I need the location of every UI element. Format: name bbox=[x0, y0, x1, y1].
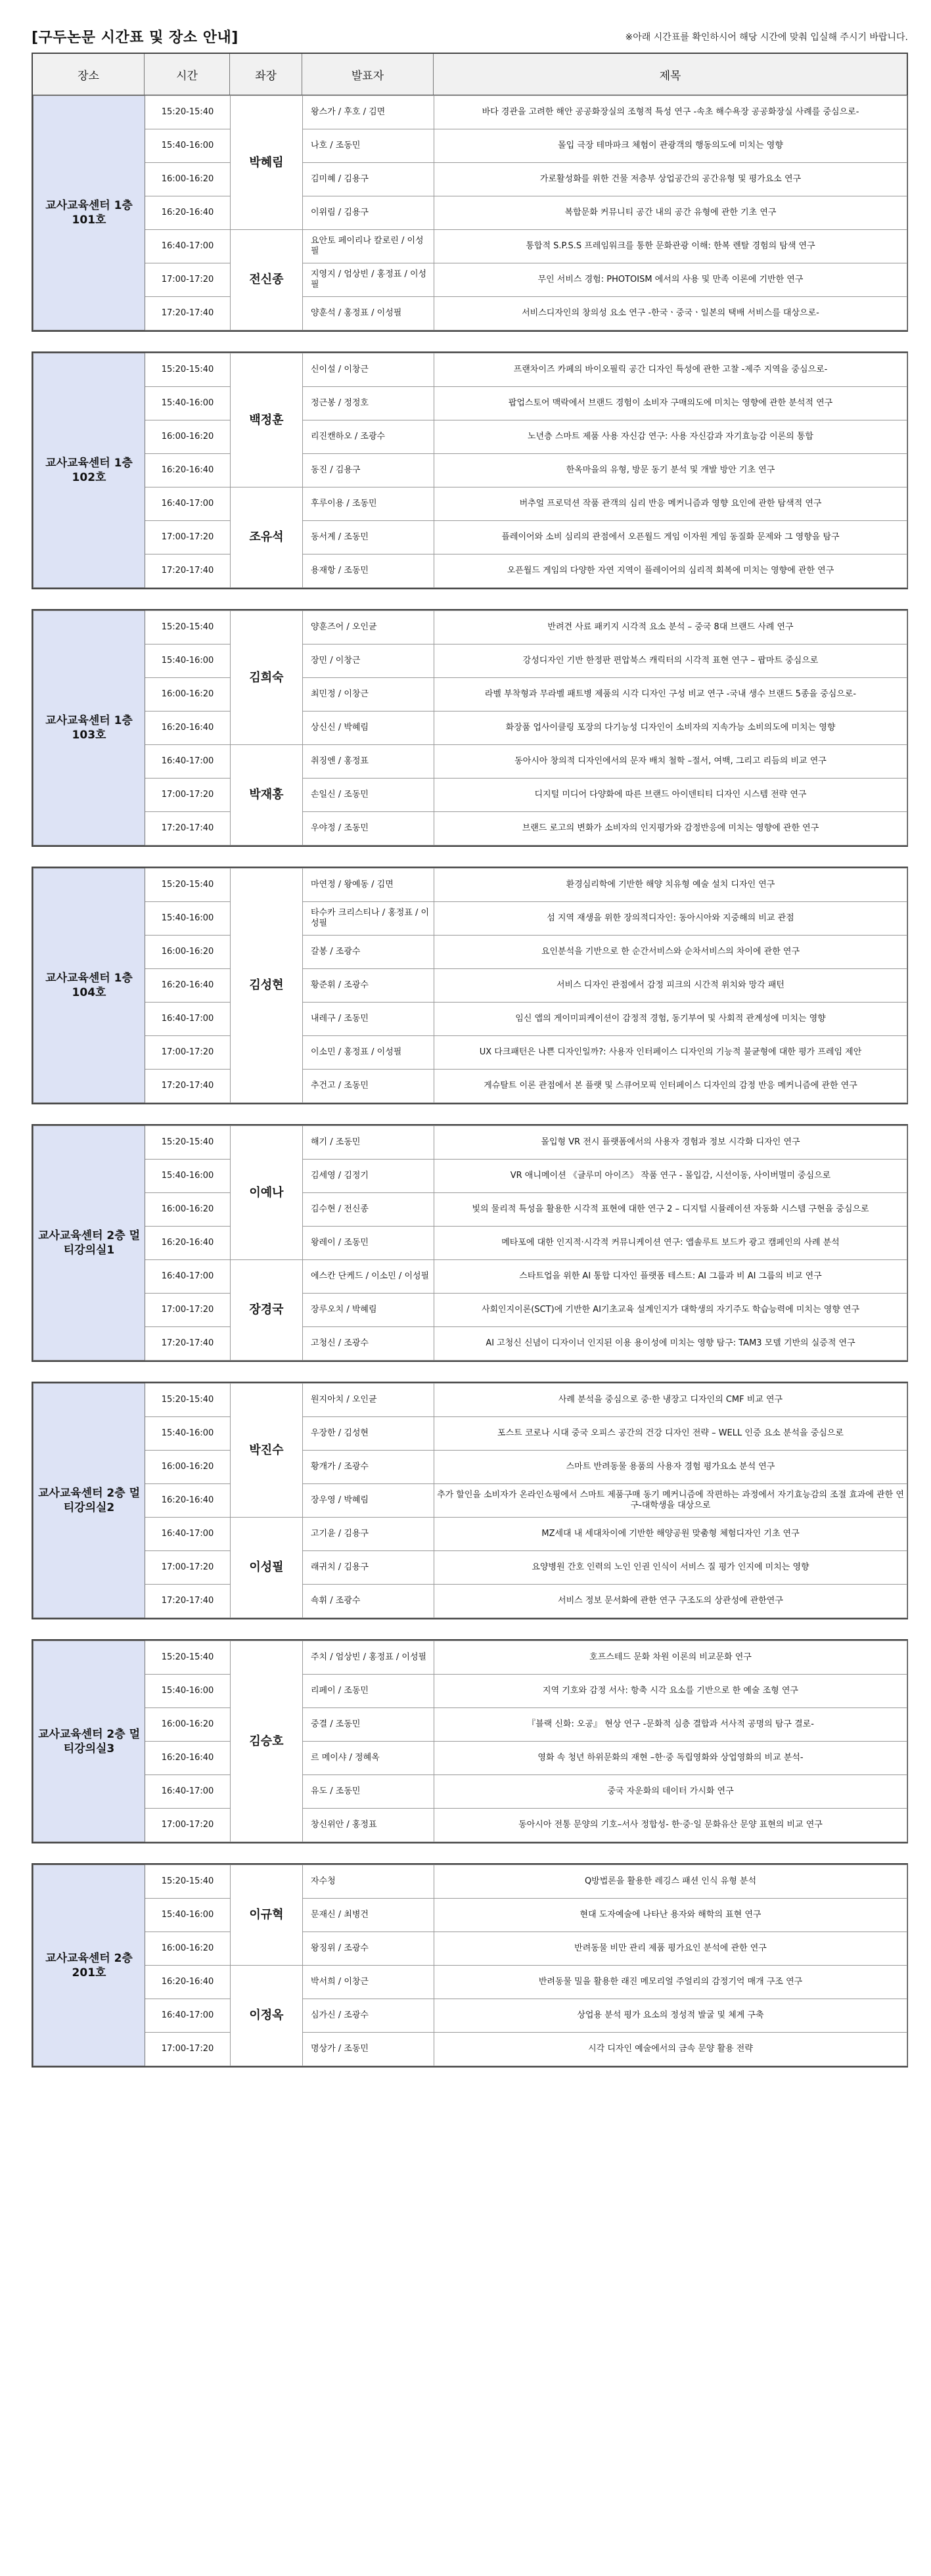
presenter-cell: 동서계 / 조동민 bbox=[303, 521, 434, 554]
time-cell: 16:20-16:40 bbox=[145, 196, 231, 230]
time-cell: 16:40-17:00 bbox=[145, 745, 231, 779]
time-cell: 16:00-16:20 bbox=[145, 936, 231, 969]
column-header-time: 시간 bbox=[145, 54, 230, 95]
time-cell: 15:20-15:40 bbox=[145, 1865, 231, 1899]
presenter-cell: 문재신 / 최병건 bbox=[303, 1899, 434, 1932]
presenter-cell: 김세영 / 김정기 bbox=[303, 1160, 434, 1193]
table-row bbox=[34, 297, 907, 330]
table-row bbox=[34, 1126, 907, 1160]
time-cell: 16:00-16:20 bbox=[145, 1932, 231, 1966]
paper-title-cell: 동아시아 전통 문양의 기호–서사 정합성- 한·중·일 문화유산 문양 표현의 비교 연구 bbox=[434, 1809, 907, 1842]
schedule-block bbox=[32, 609, 908, 847]
paper-title-cell: 사례 분석을 중심으로 중·한 냉장고 디자인의 CMF 비교 연구 bbox=[434, 1384, 907, 1417]
chair-cell: 이정옥 bbox=[231, 1966, 303, 2066]
time-cell: 17:00-17:20 bbox=[145, 1294, 231, 1327]
table-row bbox=[34, 1742, 907, 1775]
paper-title-cell: 서비스 정보 문서화에 관한 연구 구조도의 상관성에 관한연구 bbox=[434, 1585, 907, 1618]
presenter-cell: 왕스가 / 후호 / 김면 bbox=[303, 96, 434, 129]
paper-title-cell: 시각 디자인 예술에서의 금속 문양 활용 전략 bbox=[434, 2033, 907, 2066]
paper-title-cell: 빛의 물리적 특성을 활용한 시각적 표현에 대한 연구 2 – 디지털 시뮬레이션 자동화 시스템 구현을 중심으로 bbox=[434, 1193, 907, 1227]
paper-title-cell: 무인 서비스 경험: PHOTOISM 에서의 사용 및 만족 이론에 기반한 연구 bbox=[434, 263, 907, 297]
time-cell: 15:40-16:00 bbox=[145, 1160, 231, 1193]
presenter-cell: 우야정 / 조동민 bbox=[303, 812, 434, 846]
table-row bbox=[34, 1675, 907, 1708]
presenter-cell: 왕레이 / 조동민 bbox=[303, 1227, 434, 1260]
chair-cell: 이규혁 bbox=[231, 1865, 303, 1966]
paper-title-cell: 화장품 업사이클링 포장의 다기능성 디자인이 소비자의 지속가능 소비의도에 미치는 영향 bbox=[434, 712, 907, 745]
table-row bbox=[34, 1708, 907, 1742]
presenter-cell: 추건고 / 조동민 bbox=[303, 1070, 434, 1103]
paper-title-cell: 통합적 S.P.S.S 프레임워크를 통한 문화관광 이해: 한복 렌탈 경험의 탐색 연구 bbox=[434, 230, 907, 263]
schedule-table bbox=[33, 95, 907, 330]
table-row bbox=[34, 554, 907, 588]
time-cell: 17:00-17:20 bbox=[145, 263, 231, 297]
table-row bbox=[34, 1160, 907, 1193]
column-header-room: 장소 bbox=[33, 54, 145, 95]
time-cell: 15:20-15:40 bbox=[145, 353, 231, 387]
presenter-cell: 르 메이샤 / 정혜옥 bbox=[303, 1742, 434, 1775]
table-row bbox=[34, 1966, 907, 1999]
time-cell: 16:40-17:00 bbox=[145, 1999, 231, 2033]
time-cell: 15:40-16:00 bbox=[145, 644, 231, 678]
table-row bbox=[34, 1260, 907, 1294]
time-cell: 16:00-16:20 bbox=[145, 163, 231, 196]
table-row bbox=[34, 1899, 907, 1932]
presenter-cell: 중결 / 조동민 bbox=[303, 1708, 434, 1742]
paper-title-cell: 노년층 스마트 제품 사용 자신감 연구: 사용 자신감과 자기효능감 이론의 통합 bbox=[434, 420, 907, 454]
presenter-cell: 양훈석 / 홍정표 / 이성필 bbox=[303, 297, 434, 330]
table-row bbox=[34, 1070, 907, 1103]
presenter-cell: 신이설 / 이창근 bbox=[303, 353, 434, 387]
time-cell: 17:20-17:40 bbox=[145, 1070, 231, 1103]
time-cell: 17:20-17:40 bbox=[145, 1585, 231, 1618]
paper-title-cell: 한옥마을의 유형, 방문 동기 분석 및 개발 방안 기초 연구 bbox=[434, 454, 907, 487]
chair-cell: 박혜림 bbox=[231, 96, 303, 230]
paper-title-cell: 스마트 반려동물 용품의 사용자 경험 평가요소 분석 연구 bbox=[434, 1451, 907, 1484]
time-cell: 17:00-17:20 bbox=[145, 1036, 231, 1070]
paper-title-cell: 버추얼 프로덕션 작품 관객의 심리 반응 메커니즘과 영향 요인에 관한 탐색적 연구 bbox=[434, 487, 907, 521]
table-row bbox=[34, 521, 907, 554]
room-cell: 교사교육센터 1층 101호 bbox=[34, 96, 145, 330]
paper-title-cell: 오픈월드 게임의 다양한 자연 지역이 플레이어의 심리적 회복에 미치는 영향에 관한 연구 bbox=[434, 554, 907, 588]
page-title: [구두논문 시간표 및 장소 안내] bbox=[32, 30, 238, 46]
chair-cell: 김성현 bbox=[231, 869, 303, 1103]
paper-title-cell: Q방법론을 활용한 레깅스 패션 인식 유형 분석 bbox=[434, 1865, 907, 1899]
presenter-cell: 손일신 / 조동민 bbox=[303, 779, 434, 812]
time-cell: 16:20-16:40 bbox=[145, 1742, 231, 1775]
presenter-cell: 취징엔 / 홍정표 bbox=[303, 745, 434, 779]
table-row bbox=[34, 779, 907, 812]
presenter-cell: 박서희 / 이창근 bbox=[303, 1966, 434, 1999]
column-header-title: 제목 bbox=[659, 69, 681, 83]
room-cell: 교사교육센터 2층 멀티강의실1 bbox=[34, 1126, 145, 1361]
paper-title-cell: 중국 자운화의 데이터 가시화 연구 bbox=[434, 1775, 907, 1809]
chair-cell: 박진수 bbox=[231, 1384, 303, 1518]
time-cell: 16:40-17:00 bbox=[145, 1260, 231, 1294]
table-row bbox=[34, 969, 907, 1003]
time-cell: 15:40-16:00 bbox=[145, 387, 231, 420]
presenter-cell: 래귀치 / 김용구 bbox=[303, 1551, 434, 1585]
table-row bbox=[34, 263, 907, 297]
header bbox=[0, 0, 931, 51]
time-cell: 16:00-16:20 bbox=[145, 678, 231, 712]
table-row bbox=[34, 869, 907, 902]
presenter-cell: 후루이용 / 조동민 bbox=[303, 487, 434, 521]
table-row bbox=[34, 1518, 907, 1551]
time-cell: 15:40-16:00 bbox=[145, 902, 231, 936]
table-row bbox=[34, 902, 907, 936]
time-cell: 17:00-17:20 bbox=[145, 1551, 231, 1585]
time-cell: 17:20-17:40 bbox=[145, 812, 231, 846]
schedule-block bbox=[32, 1863, 908, 2068]
column-header-chair: 좌장 bbox=[230, 54, 302, 95]
paper-title-cell: 요양병원 간호 인력의 노인 인권 인식이 서비스 질 평가 인지에 미치는 영향 bbox=[434, 1551, 907, 1585]
presenter-cell: 김미혜 / 김용구 bbox=[303, 163, 434, 196]
table-row bbox=[34, 1451, 907, 1484]
room-cell: 교사교육센터 2층 201호 bbox=[34, 1865, 145, 2066]
presenter-cell: 황개가 / 조광수 bbox=[303, 1451, 434, 1484]
table-row bbox=[34, 1417, 907, 1451]
schedule-table bbox=[33, 1640, 907, 1842]
table-row bbox=[34, 678, 907, 712]
paper-title-cell: 게슈탈트 이론 관점에서 본 플랫 및 스큐어모픽 인터페이스 디자인의 감정 반응 메커니즘에 관한 연구 bbox=[434, 1070, 907, 1103]
schedule-table bbox=[33, 353, 907, 588]
time-cell: 16:00-16:20 bbox=[145, 1193, 231, 1227]
time-cell: 17:00-17:20 bbox=[145, 521, 231, 554]
presenter-cell: 이소민 / 홍정표 / 이성필 bbox=[303, 1036, 434, 1070]
time-cell: 15:20-15:40 bbox=[145, 1126, 231, 1160]
presenter-cell: 동진 / 김용구 bbox=[303, 454, 434, 487]
schedule-block bbox=[32, 867, 908, 1104]
presenter-cell: 요안토 페이리나 칼로린 / 이성필 bbox=[303, 230, 434, 263]
paper-title-cell: 『블랙 신화: 오공』 현상 연구 -문화적 심층 결합과 서사적 공명의 탐구 결로- bbox=[434, 1708, 907, 1742]
presenter-cell: 지영지 / 엄상빈 / 홍정표 / 이성필 bbox=[303, 263, 434, 297]
presenter-cell: 양훈즈어 / 오인균 bbox=[303, 611, 434, 644]
presenter-cell: 정근봉 / 정정호 bbox=[303, 387, 434, 420]
paper-title-cell: 복합문화 커뮤니티 공간 내의 공간 유형에 관한 기초 연구 bbox=[434, 196, 907, 230]
table-row bbox=[34, 96, 907, 129]
paper-title-cell: 동아시아 창의적 디자인에서의 문자 배치 철학 –절서, 여백, 그리고 리듬의 비교 연구 bbox=[434, 745, 907, 779]
table-row bbox=[34, 1775, 907, 1809]
time-cell: 17:20-17:40 bbox=[145, 1327, 231, 1361]
table-row bbox=[34, 644, 907, 678]
paper-title-cell: VR 애니메이션 《글루미 아이즈》 작품 연구 - 몰입감, 시선이동, 사이버멀미 중심으로 bbox=[434, 1160, 907, 1193]
time-cell: 16:20-16:40 bbox=[145, 712, 231, 745]
schedule-block bbox=[32, 351, 908, 589]
schedule-blocks bbox=[32, 53, 908, 2087]
table-row bbox=[34, 1585, 907, 1618]
table-row bbox=[34, 712, 907, 745]
time-cell: 16:20-16:40 bbox=[145, 969, 231, 1003]
table-row bbox=[34, 1036, 907, 1070]
time-cell: 16:20-16:40 bbox=[145, 1966, 231, 1999]
presenter-cell: 해기 / 조동민 bbox=[303, 1126, 434, 1160]
time-cell: 17:20-17:40 bbox=[145, 554, 231, 588]
paper-title-cell: 메타포에 대한 인지적·시각적 커뮤니케이션 연구: 앱솔루트 보드카 광고 캠페인의 사례 분석 bbox=[434, 1227, 907, 1260]
presenter-cell: 명상가 / 조동민 bbox=[303, 2033, 434, 2066]
time-cell: 16:00-16:20 bbox=[145, 420, 231, 454]
table-row bbox=[34, 1227, 907, 1260]
schedule-block bbox=[32, 1124, 908, 1362]
time-cell: 16:00-16:20 bbox=[145, 1451, 231, 1484]
schedule-block bbox=[32, 1639, 908, 1843]
presenter-cell: 내레구 / 조동민 bbox=[303, 1003, 434, 1036]
paper-title-cell: 팝업스토어 맥락에서 브랜드 경험이 소비자 구매의도에 미치는 영향에 관한 분석적 연구 bbox=[434, 387, 907, 420]
presenter-cell: 왕징위 / 조광수 bbox=[303, 1932, 434, 1966]
presenter-cell: 갈봉 / 조광수 bbox=[303, 936, 434, 969]
schedule-block bbox=[32, 53, 908, 332]
chair-cell: 조유석 bbox=[231, 487, 303, 588]
time-cell: 15:40-16:00 bbox=[145, 1899, 231, 1932]
chair-cell: 김승호 bbox=[231, 1641, 303, 1842]
table-row bbox=[34, 487, 907, 521]
presenter-cell: 상신신 / 박혜림 bbox=[303, 712, 434, 745]
table-row bbox=[34, 1641, 907, 1675]
time-cell: 15:20-15:40 bbox=[145, 1384, 231, 1417]
table-row bbox=[34, 1999, 907, 2033]
time-cell: 17:20-17:40 bbox=[145, 297, 231, 330]
table-row bbox=[34, 420, 907, 454]
presenter-cell: 황준휘 / 조광수 bbox=[303, 969, 434, 1003]
time-cell: 17:00-17:20 bbox=[145, 2033, 231, 2066]
table-row bbox=[34, 1327, 907, 1361]
table-row bbox=[34, 230, 907, 263]
table-row bbox=[34, 1551, 907, 1585]
paper-title-cell: 추가 할인을 소비자가 온라인쇼핑에서 스마트 제품구매 동기 메커니즘에 작편하는 과정에서 자기효능감의 조절 효과에 관한 연구-대학생을 대상으로 bbox=[434, 1484, 907, 1518]
table-row bbox=[34, 353, 907, 387]
table-row bbox=[34, 1932, 907, 1966]
presenter-cell: 김수현 / 전신종 bbox=[303, 1193, 434, 1227]
table-row bbox=[34, 1865, 907, 1899]
chair-cell: 백정훈 bbox=[231, 353, 303, 487]
presenter-cell: 장민 / 이창근 bbox=[303, 644, 434, 678]
presenter-cell: 유도 / 조동민 bbox=[303, 1775, 434, 1809]
paper-title-cell: 서비스디자인의 창의성 요소 연구 -한국ㆍ중국ㆍ일본의 택배 서비스를 대상으로- bbox=[434, 297, 907, 330]
table-row bbox=[34, 1003, 907, 1036]
paper-title-cell: 강성디자인 기반 한정판 편압북스 캐릭터의 시각적 표현 연구 – 팝마트 중심으로 bbox=[434, 644, 907, 678]
time-cell: 16:40-17:00 bbox=[145, 1775, 231, 1809]
time-cell: 16:00-16:20 bbox=[145, 1708, 231, 1742]
table-row bbox=[34, 163, 907, 196]
time-cell: 15:40-16:00 bbox=[145, 129, 231, 163]
paper-title-cell: 임신 앱의 게이미피케이션이 감정적 경험, 동기부여 및 사회적 관계성에 미치는 영향 bbox=[434, 1003, 907, 1036]
paper-title-cell: 디지털 미디어 다양화에 따른 브랜드 아이덴티티 디자인 시스템 전략 연구 bbox=[434, 779, 907, 812]
chair-cell: 이예나 bbox=[231, 1126, 303, 1260]
paper-title-cell: 요인분석을 기반으로 한 순간서비스와 순차서비스의 차이에 관한 연구 bbox=[434, 936, 907, 969]
chair-cell: 장경국 bbox=[231, 1260, 303, 1361]
time-cell: 16:40-17:00 bbox=[145, 1003, 231, 1036]
column-header-presenter: 발표자 bbox=[302, 54, 434, 95]
presenter-cell: 심가신 / 조광수 bbox=[303, 1999, 434, 2033]
presenter-cell: 용재항 / 조동민 bbox=[303, 554, 434, 588]
table-row bbox=[34, 1384, 907, 1417]
schedule-table bbox=[33, 610, 907, 846]
chair-cell: 김희숙 bbox=[231, 611, 303, 745]
paper-title-cell: UX 다크패턴은 나쁜 디자인일까?: 사용자 인터페이스 디자인의 기능적 불균형에 대한 평가 프레임 제안 bbox=[434, 1036, 907, 1070]
time-cell: 16:20-16:40 bbox=[145, 1227, 231, 1260]
paper-title-cell: 지역 기호와 감정 서사: 항축 시각 요소를 기반으로 한 예술 조형 연구 bbox=[434, 1675, 907, 1708]
table-row bbox=[34, 1294, 907, 1327]
table-row bbox=[34, 611, 907, 644]
presenter-cell: 리진캔하오 / 조광수 bbox=[303, 420, 434, 454]
presenter-cell: 리페이 / 조동민 bbox=[303, 1675, 434, 1708]
schedule-table bbox=[33, 868, 907, 1103]
table-row bbox=[34, 1193, 907, 1227]
presenter-cell: 이위림 / 김용구 bbox=[303, 196, 434, 230]
table-row bbox=[34, 1809, 907, 1842]
presenter-cell: 고청신 / 조광수 bbox=[303, 1327, 434, 1361]
schedule-table bbox=[33, 1383, 907, 1618]
paper-title-cell: 스타트업을 위한 AI 통합 디자인 플랫폼 테스트: AI 그룹과 비 AI 그룹의 비교 연구 bbox=[434, 1260, 907, 1294]
time-cell: 16:20-16:40 bbox=[145, 1484, 231, 1518]
notice-text: ※아래 시간표를 확인하시어 해당 시간에 맞춰 입실해 주시기 바랍니다. bbox=[625, 32, 908, 43]
table-row bbox=[34, 387, 907, 420]
chair-cell: 이성필 bbox=[231, 1518, 303, 1618]
time-cell: 16:40-17:00 bbox=[145, 230, 231, 263]
room-cell: 교사교육센터 1층 103호 bbox=[34, 611, 145, 846]
schedule-block bbox=[32, 1382, 908, 1619]
presenter-cell: 나호 / 조동민 bbox=[303, 129, 434, 163]
presenter-cell: 우장한 / 김성현 bbox=[303, 1417, 434, 1451]
presenter-cell: 고기윤 / 김용구 bbox=[303, 1518, 434, 1551]
chair-cell: 전신종 bbox=[231, 230, 303, 330]
paper-title-cell: 플레이어와 소비 심리의 관점에서 오픈월드 게임 이자원 게임 동질화 문제와 그 영향을 탐구 bbox=[434, 521, 907, 554]
table-row bbox=[34, 129, 907, 163]
time-cell: 15:20-15:40 bbox=[145, 869, 231, 902]
time-cell: 15:20-15:40 bbox=[145, 96, 231, 129]
table-row bbox=[34, 745, 907, 779]
paper-title-cell: 몰입형 VR 전시 플랫폼에서의 사용자 경험과 정보 시각화 디자인 연구 bbox=[434, 1126, 907, 1160]
paper-title-cell: 포스트 코로나 시대 중국 오피스 공간의 건강 디자인 전략 – WELL 인증 요소 분석을 중심으로 bbox=[434, 1417, 907, 1451]
paper-title-cell: AI 고청신 신념이 디자이너 인지된 이용 용이성에 미치는 영향 탐구: TAM3 모델 기반의 실증적 연구 bbox=[434, 1327, 907, 1361]
paper-title-cell: 반려견 사료 패키지 시각적 요소 분석 – 중국 8대 브랜드 사례 연구 bbox=[434, 611, 907, 644]
paper-title-cell: 프랜차이즈 카페의 바이오필릭 공간 디자인 특성에 관한 고찰 -제주 지역을 중심으로- bbox=[434, 353, 907, 387]
paper-title-cell: 라벨 부착형과 무라벨 패트병 제품의 시각 디자인 구성 비교 연구 -국내 생수 브랜드 5종을 중심으로- bbox=[434, 678, 907, 712]
schedule-table bbox=[33, 1125, 907, 1361]
paper-title-cell: 영화 속 청년 하위문화의 재현 –한·중 독립영화와 상업영화의 비교 분석- bbox=[434, 1742, 907, 1775]
paper-title-cell: 브랜드 로고의 변화가 소비자의 인지평가와 감정반응에 미치는 영향에 관한 연구 bbox=[434, 812, 907, 846]
paper-title-cell: 호프스테드 문화 차원 이론의 비교문화 연구 bbox=[434, 1641, 907, 1675]
time-cell: 15:20-15:40 bbox=[145, 1641, 231, 1675]
presenter-cell: 마연정 / 왕예동 / 김면 bbox=[303, 869, 434, 902]
time-cell: 15:40-16:00 bbox=[145, 1417, 231, 1451]
paper-title-cell: 사회인지이론(SCT)에 기반한 AI기초교육 설계인지가 대학생의 자기주도 학습능력에 미치는 영향 연구 bbox=[434, 1294, 907, 1327]
paper-title-cell: MZ세대 내 세대차이에 기반한 해양공원 맞춤형 체험디자인 기초 연구 bbox=[434, 1518, 907, 1551]
room-cell: 교사교육센터 2층 멀티강의실2 bbox=[34, 1384, 145, 1618]
paper-title-cell: 상업용 분석 평가 요소의 정성적 발굴 및 체계 구축 bbox=[434, 1999, 907, 2033]
room-cell: 교사교육센터 1층 104호 bbox=[34, 869, 145, 1103]
paper-title-cell: 바다 경관을 고려한 해안 공공화장실의 조형적 특성 연구 -속초 해수욕장 공공화장실 사례를 중심으로- bbox=[434, 96, 907, 129]
time-cell: 16:40-17:00 bbox=[145, 487, 231, 521]
schedule-table bbox=[33, 1864, 907, 2066]
presenter-cell: 원지아치 / 오인균 bbox=[303, 1384, 434, 1417]
paper-title-cell: 서비스 디자인 관점에서 감정 피크의 시간적 위치와 망각 패턴 bbox=[434, 969, 907, 1003]
paper-title-cell: 섬 지역 재생을 위한 장의적디자인: 동아시아와 지중해의 비교 관점 bbox=[434, 902, 907, 936]
time-cell: 15:20-15:40 bbox=[145, 611, 231, 644]
paper-title-cell: 몰입 극장 테마파크 체험이 관광객의 행동의도에 미치는 영향 bbox=[434, 129, 907, 163]
time-cell: 15:40-16:00 bbox=[145, 1675, 231, 1708]
presenter-cell: 주치 / 엄상빈 / 홍정표 / 이성필 bbox=[303, 1641, 434, 1675]
presenter-cell: 자수청 bbox=[303, 1865, 434, 1899]
paper-title-cell: 반려동물 밀을 활용한 래진 메모리얼 주얼리의 감정기억 매개 구조 연구 bbox=[434, 1966, 907, 1999]
paper-title-cell: 환경심리학에 기반한 해양 치유형 예술 설치 디자인 연구 bbox=[434, 869, 907, 902]
presenter-cell: 타수카 크리스티나 / 홍정표 / 이성필 bbox=[303, 902, 434, 936]
chair-cell: 박재홍 bbox=[231, 745, 303, 846]
time-cell: 17:00-17:20 bbox=[145, 779, 231, 812]
paper-title-cell: 가로활성화를 위한 건물 저층부 상업공간의 공간유형 및 평가요소 연구 bbox=[434, 163, 907, 196]
room-cell: 교사교육센터 2층 멀티강의실3 bbox=[34, 1641, 145, 1842]
presenter-cell: 장우영 / 박혜림 bbox=[303, 1484, 434, 1518]
column-header bbox=[33, 54, 907, 95]
table-row bbox=[34, 812, 907, 846]
presenter-cell: 최민정 / 이창근 bbox=[303, 678, 434, 712]
time-cell: 16:20-16:40 bbox=[145, 454, 231, 487]
table-row bbox=[34, 196, 907, 230]
time-cell: 16:40-17:00 bbox=[145, 1518, 231, 1551]
presenter-cell: 창신위안 / 홍정표 bbox=[303, 1809, 434, 1842]
room-cell: 교사교육센터 1층 102호 bbox=[34, 353, 145, 588]
presenter-cell: 쇽휘 / 조광수 bbox=[303, 1585, 434, 1618]
presenter-cell: 장루오치 / 박혜림 bbox=[303, 1294, 434, 1327]
table-row bbox=[34, 1484, 907, 1518]
table-row bbox=[34, 2033, 907, 2066]
paper-title-cell: 현대 도자예술에 나타난 용자와 해학의 표현 연구 bbox=[434, 1899, 907, 1932]
presenter-cell: 에스칸 단케드 / 이소민 / 이성필 bbox=[303, 1260, 434, 1294]
table-row bbox=[34, 454, 907, 487]
paper-title-cell: 반려동물 비만 관리 제품 평가요인 분석에 관한 연구 bbox=[434, 1932, 907, 1966]
table-row bbox=[34, 936, 907, 969]
time-cell: 17:00-17:20 bbox=[145, 1809, 231, 1842]
